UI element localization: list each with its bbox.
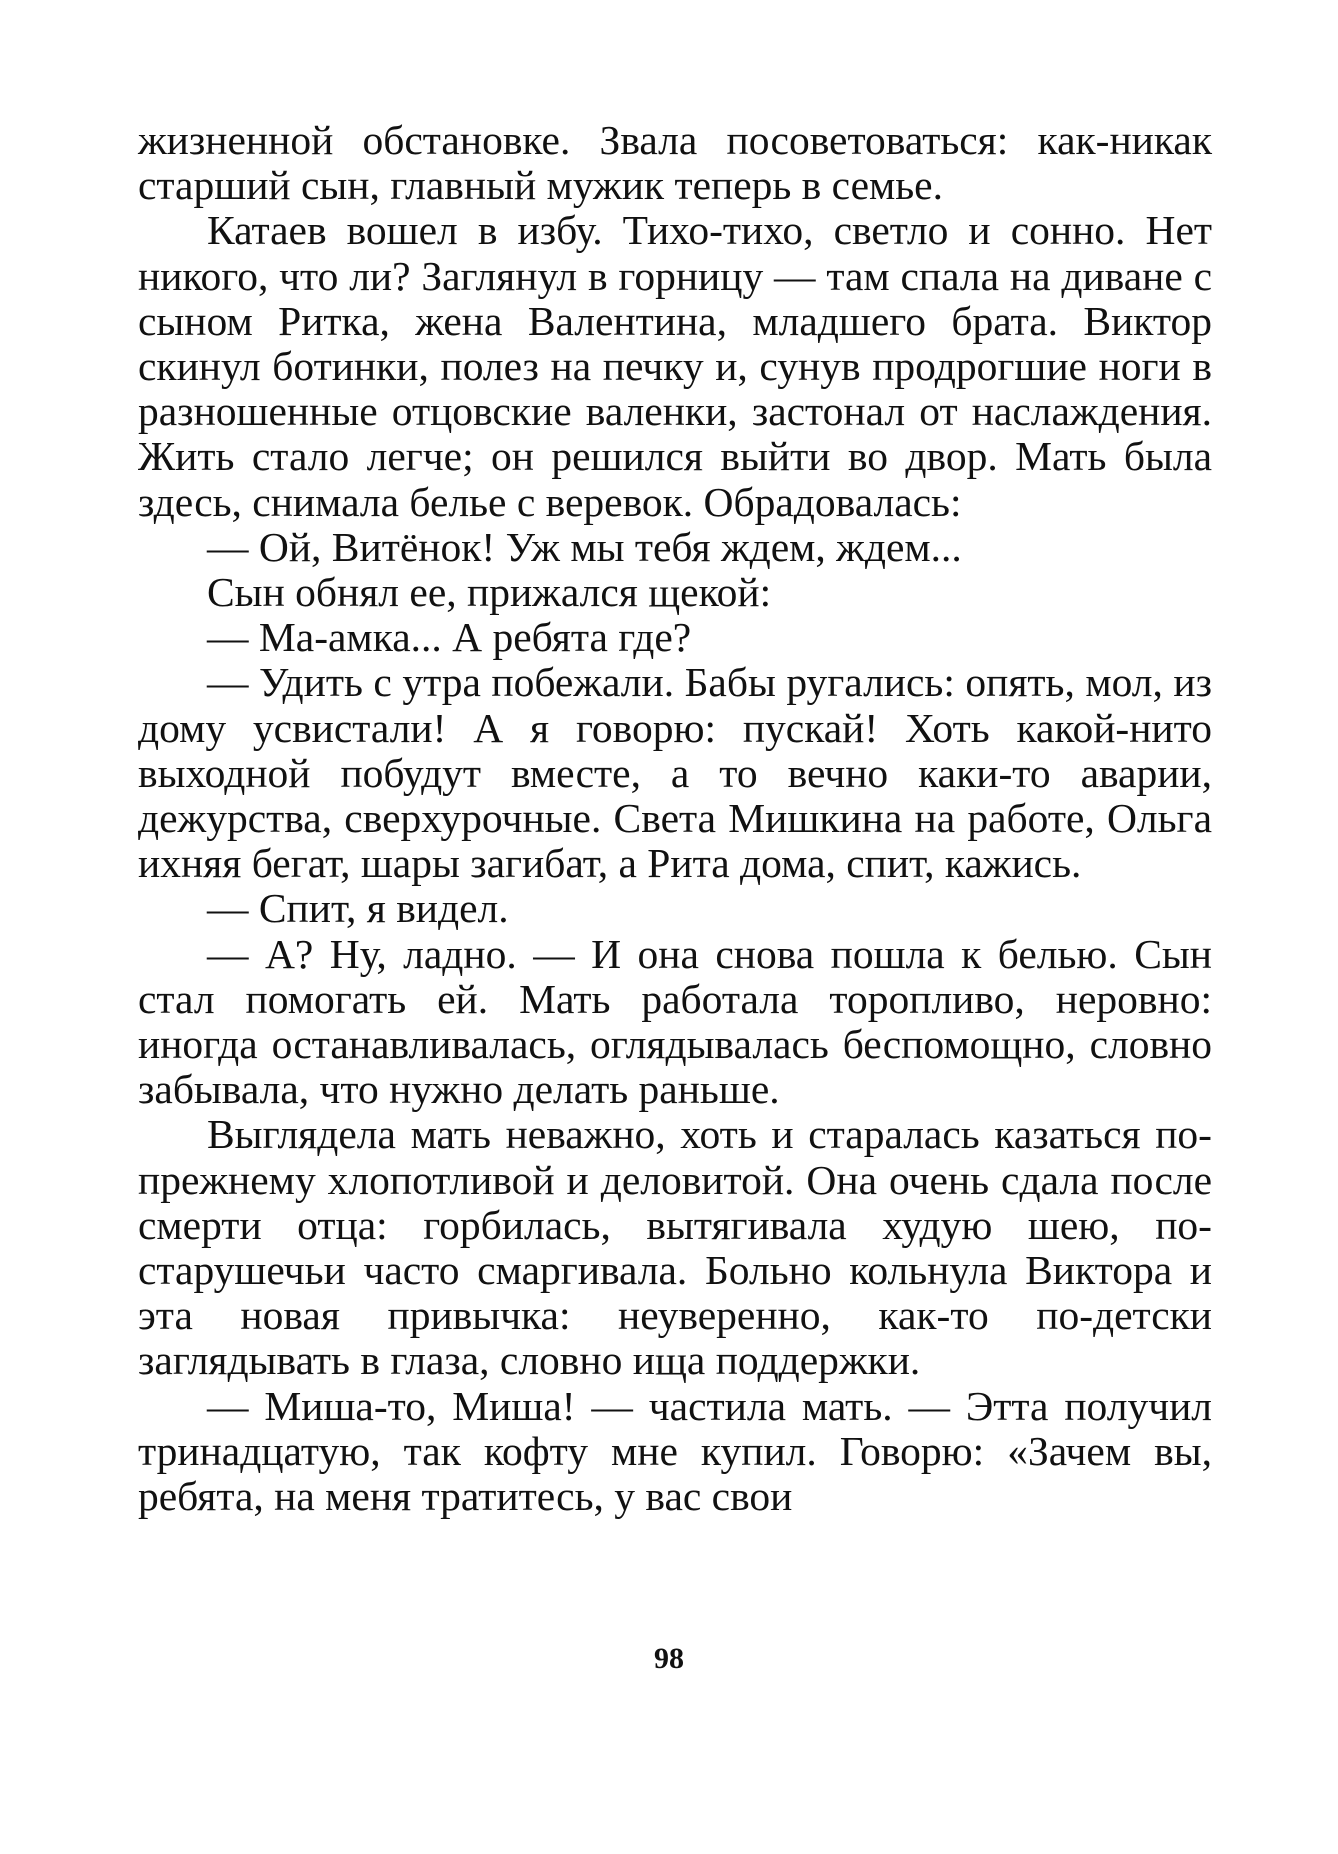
paragraph-10: — Миша-то, Миша! — частила мать. — Этта получил тринадцатую, так кофту мне купил. Говорю: «Зачем вы, ребята, на меня тратитесь, у вас свои bbox=[138, 1382, 1212, 1520]
paragraph-8: — А? Ну, ладно. — И она снова пошла к белью. Сын стал помогать ей. Мать работала торопливо, неровно: иногда останавливалась, оглядывалась беспомощно, словно забывала, что нужно делать раньше. bbox=[138, 930, 1212, 1113]
paragraph-4: Сын обнял ее, прижался щекой: bbox=[207, 569, 772, 616]
paragraph-7: — Спит, я видел. bbox=[207, 885, 509, 932]
paragraph-1: жизненной обстановке. Звала посоветоваться: как-никак старший сын, главный мужик теперь в семье. bbox=[138, 117, 1212, 209]
paragraph-9: Выглядела мать неважно, хоть и старалась казаться по-прежнему хлопотливой и деловитой. Она очень сдала после смерти отца: горбилась, вытягивала худую шею, по-старушечьи часто смаргивала. Больно кольнула Виктора и эта новая привычка: неуверенно, как-то по-детски заглядывать в глаза, словно ища поддержки. bbox=[138, 1111, 1212, 1384]
body-text bbox=[138, 118, 1212, 1519]
paragraph-6: — Удить с утра побежали. Бабы ругались: опять, мол, из дому усвистали! А я говорю: пускай! Хоть какой-нито выходной побудут вместе, а то вечно каки-то аварии, дежурства, сверхурочные. Света Мишкина на работе, Ольга ихняя бегат, шары загибат, а Рита дома, спит, кажись. bbox=[138, 659, 1212, 887]
paragraph-3: — Ой, Витёнок! Уж мы тебя ждем, ждем... bbox=[207, 523, 962, 570]
paragraph-2: Катаев вошел в избу. Тихо-тихо, светло и сонно. Нет никого, что ли? Заглянул в горницу — там спала на диване с сыном Ритка, жена Валентина, младшего брата. Виктор скинул ботинки, полез на печку и, сунув продрогшие ноги в разношенные отцовские валенки, застонал от наслаждения. Жить стало легче; он решился выйти во двор. Мать была здесь, снимала белье с веревок. Обрадовалась: bbox=[138, 207, 1212, 525]
page-number: 98 bbox=[654, 1642, 684, 1675]
paragraph-5: — Ма-амка... А ребята где? bbox=[207, 614, 692, 661]
